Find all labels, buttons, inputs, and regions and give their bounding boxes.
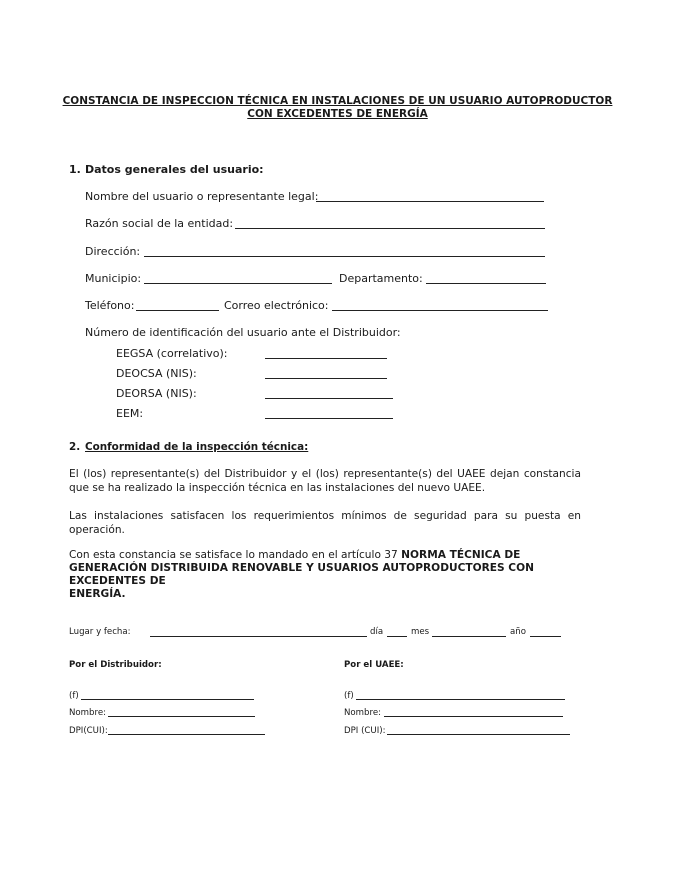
correo-label: Correo electrónico: <box>224 299 329 312</box>
municipio-line[interactable] <box>144 283 332 284</box>
uaee-nombre-line[interactable] <box>384 716 563 717</box>
distribuidor-heading: Por el Distribuidor: <box>69 660 162 670</box>
correo-line[interactable] <box>332 310 548 311</box>
eem-line[interactable] <box>265 418 393 419</box>
dia-label: día <box>370 627 384 637</box>
section1-number: 1. <box>69 163 81 176</box>
telefono-label: Teléfono: <box>85 299 135 312</box>
uaee-firma-line[interactable] <box>356 699 565 700</box>
razon-line[interactable] <box>235 228 545 229</box>
distribuidor-nombre-label: Nombre: <box>69 708 107 718</box>
uaee-firma-label: (f) <box>344 691 354 701</box>
uaee-dpi-label: DPI (CUI): <box>344 726 386 736</box>
deorsa-line[interactable] <box>265 398 393 399</box>
anio-label: año <box>510 627 526 637</box>
paragraph-3-intro: Con esta constancia se satisface lo mandado en el artículo 37 <box>69 549 398 561</box>
eem-label: EEM: <box>116 407 144 420</box>
departamento-label: Departamento: <box>339 272 423 285</box>
paragraph-1-line2: que se ha realizado la inspección técnica en las instalaciones del nuevo UAEE. <box>69 482 486 494</box>
deorsa-label: DEORSA (NIS): <box>116 387 197 400</box>
dia-line[interactable] <box>387 636 407 637</box>
eegsa-label: EEGSA (correlativo): <box>116 347 228 360</box>
lugar-fecha-label: Lugar y fecha: <box>69 627 131 637</box>
deocsa-line[interactable] <box>265 378 387 379</box>
mes-line[interactable] <box>432 636 506 637</box>
nombre-label: Nombre del usuario o representante legal: <box>85 190 319 203</box>
paragraph-1 <box>69 467 581 495</box>
distribuidor-dpi-line[interactable] <box>108 734 265 735</box>
uaee-heading: Por el UAEE: <box>344 660 404 670</box>
deocsa-label: DEOCSA (NIS): <box>116 367 197 380</box>
document-title-line2: CON EXCEDENTES DE ENERGÍA <box>247 108 428 120</box>
id-label: Número de identificación del usuario ante el Distribuidor: <box>85 326 401 339</box>
norma-tecnica-bold-3: ENERGÍA. <box>69 588 126 600</box>
uaee-dpi-line[interactable] <box>387 734 570 735</box>
direccion-label: Dirección: <box>85 245 141 258</box>
mes-label: mes <box>411 627 430 637</box>
paragraph-2 <box>69 509 581 537</box>
document-title-line1: CONSTANCIA DE INSPECCION TÉCNICA EN INSTALACIONES DE UN USUARIO AUTOPRODUCTOR <box>62 95 613 107</box>
paragraph-1-line1: El (los) representante(s) del Distribuidor y el (los) representante(s) del UAEE dejan constancia <box>69 468 581 480</box>
direccion-line[interactable] <box>144 256 545 257</box>
municipio-label: Municipio: <box>85 272 142 285</box>
norma-tecnica-bold-2: GENERACIÓN DISTRIBUIDA RENOVABLE Y USUARIOS AUTOPRODUCTORES CON EXCEDENTES DE <box>69 562 534 587</box>
norma-tecnica-bold-1: NORMA TÉCNICA DE <box>401 549 521 561</box>
paragraph-3 <box>69 549 581 601</box>
distribuidor-nombre-line[interactable] <box>108 716 255 717</box>
anio-line[interactable] <box>530 636 561 637</box>
lugar-fecha-line[interactable] <box>150 636 367 637</box>
telefono-line[interactable] <box>136 310 219 311</box>
distribuidor-firma-line[interactable] <box>81 699 254 700</box>
departamento-line[interactable] <box>426 283 546 284</box>
section1-heading: Datos generales del usuario: <box>85 163 264 176</box>
uaee-nombre-label: Nombre: <box>344 708 382 718</box>
razon-label: Razón social de la entidad: <box>85 217 234 230</box>
nombre-line[interactable] <box>316 201 544 202</box>
distribuidor-firma-label: (f) <box>69 691 79 701</box>
section2-number: 2. <box>69 441 81 453</box>
paragraph-2-line2: operación. <box>69 524 125 536</box>
distribuidor-dpi-label: DPI(CUI): <box>69 726 108 736</box>
section2-heading: Conformidad de la inspección técnica: <box>85 441 309 453</box>
paragraph-2-line1: Las instalaciones satisfacen los requerimientos mínimos de seguridad para su puesta en <box>69 510 581 522</box>
eegsa-line[interactable] <box>265 358 387 359</box>
